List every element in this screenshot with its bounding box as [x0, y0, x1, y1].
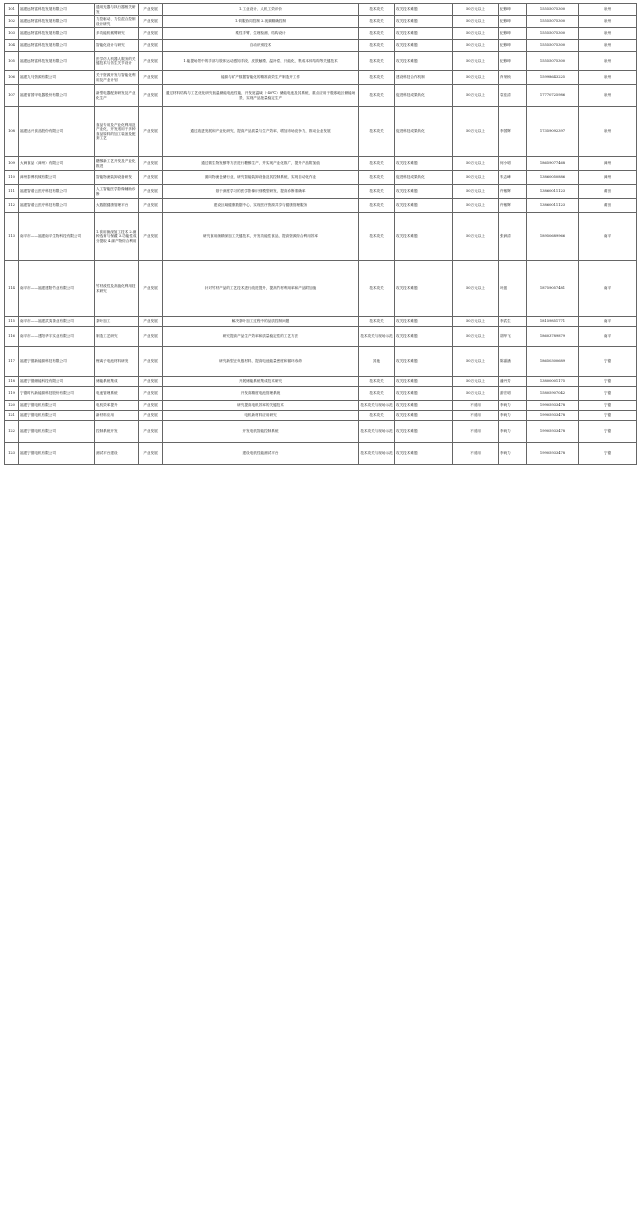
- row-number-cell: 123: [5, 443, 19, 465]
- company-name-cell: 福建宁德电机有限公司: [19, 443, 95, 465]
- row-number-cell: 122: [5, 421, 19, 443]
- demand-table: [4, 3, 637, 465]
- row-number-cell: 107: [5, 85, 19, 107]
- demand-content-cell: 研究提高产品生产效率和质量稳定性的工艺方法: [163, 327, 359, 347]
- company-name-cell: 福建远特富科技发展有限公司: [19, 28, 95, 40]
- demand-title-cell: 通用光器与执行器相关研发: [95, 4, 139, 16]
- company-name-cell: 宁德时代新能源科技股份有限公司: [19, 387, 95, 401]
- city-cell: 宁德: [579, 411, 637, 421]
- table-row: [5, 347, 637, 377]
- category-cell: 产业发展: [139, 317, 163, 327]
- cooperation-mode-cell: 攻关技术难题: [395, 377, 453, 387]
- table-row: [5, 171, 637, 185]
- investment-cell: 50万元以上: [453, 387, 499, 401]
- contact-phone-cell: 15555075300: [527, 4, 579, 16]
- company-name-cell: 福建智谱云医疗科技有限公司: [19, 199, 95, 213]
- cooperation-type-cell: 技术攻关: [359, 4, 395, 16]
- row-number-cell: 105: [5, 52, 19, 71]
- row-number-cell: 108: [5, 107, 19, 157]
- contact-person-cell: 潘丹芳: [499, 377, 527, 387]
- cooperation-type-cell: 其他: [359, 347, 395, 377]
- category-cell: 产业发展: [139, 107, 163, 157]
- category-cell: 产业发展: [139, 185, 163, 199]
- company-name-cell: 福建宁德电机有限公司: [19, 401, 95, 411]
- cooperation-mode-cell: 攻关技术难题: [395, 261, 453, 317]
- investment-cell: 50万元以上: [453, 185, 499, 199]
- contact-phone-cell: 18659077468: [527, 157, 579, 171]
- contact-phone-cell: 15555075300: [527, 16, 579, 28]
- cooperation-mode-cell: 攻关技术难题: [395, 40, 453, 52]
- cooperation-mode-cell: 促进科技成果转化: [395, 171, 453, 185]
- investment-cell: 50万元以上: [453, 28, 499, 40]
- contact-person-cell: 李尚力: [499, 411, 527, 421]
- category-cell: 产业发展: [139, 71, 163, 85]
- cooperation-type-cell: 技术攻关: [359, 199, 395, 213]
- row-number-cell: 111: [5, 185, 19, 199]
- investment-cell: 不适用: [453, 401, 499, 411]
- cooperation-mode-cell: 攻关技术难题: [395, 317, 453, 327]
- contact-person-cell: 纪修坤: [499, 16, 527, 28]
- city-cell: 宁德: [579, 387, 637, 401]
- category-cell: 产业发展: [139, 377, 163, 387]
- table-row: [5, 317, 637, 327]
- cooperation-mode-cell: 攻关技术难题: [395, 443, 453, 465]
- category-cell: 产业发展: [139, 213, 163, 261]
- demand-title-cell: 力控驱动、力位混合控制设计研究: [95, 16, 139, 28]
- city-cell: 莆田: [579, 185, 637, 199]
- row-number-cell: 102: [5, 16, 19, 28]
- investment-cell: 50万元以上: [453, 157, 499, 171]
- row-number-cell: 121: [5, 411, 19, 421]
- row-number-cell: 117: [5, 347, 19, 377]
- contact-person-cell: 何小明: [499, 157, 527, 171]
- table-row: [5, 421, 637, 443]
- category-cell: 产业发展: [139, 85, 163, 107]
- city-cell: 南平: [579, 317, 637, 327]
- cooperation-type-cell: 技术攻关: [359, 71, 395, 85]
- contact-person-cell: 叶振: [499, 261, 527, 317]
- contact-person-cell: 胡华飞: [499, 327, 527, 347]
- company-name-cell: 福建远特富科技发展有限公司: [19, 40, 95, 52]
- city-cell: 宁德: [579, 443, 637, 465]
- table-row: [5, 85, 637, 107]
- row-number-cell: 120: [5, 401, 19, 411]
- row-number-cell: 112: [5, 199, 19, 213]
- contact-person-cell: 陈嘉涵: [499, 347, 527, 377]
- city-cell: 漳州: [579, 171, 637, 185]
- table-row: [5, 261, 637, 317]
- contact-person-cell: 张润清: [499, 213, 527, 261]
- investment-cell: 50万元以上: [453, 377, 499, 387]
- contact-phone-cell: 15555075300: [527, 40, 579, 52]
- city-cell: 泉州: [579, 40, 637, 52]
- contact-phone-cell: 19905933478: [527, 421, 579, 443]
- demand-content-cell: 研究新型正负极材料，提高电池能量密度和循环寿命: [163, 347, 359, 377]
- demand-content-cell: 1.能提场景中的手部与肢体运动感知手段、皮肤触摸、温补偿、只能化、集成本体结构等关键技术: [163, 52, 359, 71]
- contact-person-cell: 游宏明: [499, 387, 527, 401]
- demand-content-cell: 开发高精度电池管理系统: [163, 387, 359, 401]
- contact-person-cell: 肖荣桢: [499, 71, 527, 85]
- investment-cell: 50万元以上: [453, 347, 499, 377]
- contact-person-cell: 李国辉: [499, 107, 527, 157]
- cooperation-type-cell: 技术攻关: [359, 85, 395, 107]
- city-cell: 泉州: [579, 71, 637, 85]
- contact-phone-cell: 13800001175: [527, 377, 579, 387]
- table-row: [5, 71, 637, 85]
- category-cell: 产业发展: [139, 157, 163, 171]
- cooperation-mode-cell: 攻关技术难题: [395, 28, 453, 40]
- demand-title-cell: 测试平台建设: [95, 443, 139, 465]
- contact-phone-cell: 15555075300: [527, 28, 579, 40]
- investment-cell: 50万元以上: [453, 317, 499, 327]
- demand-title-cell: 茶叶加工: [95, 317, 139, 327]
- company-name-cell: 大闽食品（漳州）有限公司: [19, 157, 95, 171]
- demand-title-cell: 大数据健康管理平台: [95, 199, 139, 213]
- row-number-cell: 101: [5, 4, 19, 16]
- cooperation-type-cell: 技术攻关与现场示范: [359, 421, 395, 443]
- demand-title-cell: 医学仿人机器人服务的关键技术与仿生关节设计: [95, 52, 139, 71]
- contact-person-cell: 纪修坤: [499, 52, 527, 71]
- city-cell: 泉州: [579, 107, 637, 157]
- category-cell: 产业发展: [139, 347, 163, 377]
- contact-phone-cell: 18603789879: [527, 327, 579, 347]
- contact-person-cell: 李尚力: [499, 421, 527, 443]
- demand-title-cell: 食品专用及产业化利用及产业化，开发适用于多种食品原料的加工装备及配套工艺: [95, 107, 139, 157]
- category-cell: 产业发展: [139, 4, 163, 16]
- contact-phone-cell: 18950689966: [527, 213, 579, 261]
- city-cell: 宁德: [579, 421, 637, 443]
- city-cell: 泉州: [579, 16, 637, 28]
- company-name-cell: 南平市——福建南平生物科技有限公司: [19, 213, 95, 261]
- demand-content-cell: 面向物流仓储行业，研究智能装卸设备及其控制系统，实现自动化作业: [163, 171, 359, 185]
- demand-title-cell: 竹材改性及高值化利用技术研究: [95, 261, 139, 317]
- investment-cell: 不适用: [453, 421, 499, 443]
- row-number-cell: 116: [5, 327, 19, 347]
- contact-phone-cell: 19905933478: [527, 411, 579, 421]
- table-row: [5, 52, 637, 71]
- investment-cell: 50万元以上: [453, 107, 499, 157]
- cooperation-type-cell: 技术攻关: [359, 377, 395, 387]
- investment-cell: 不适用: [453, 411, 499, 421]
- contact-person-cell: 纪修坤: [499, 4, 527, 16]
- contact-phone-cell: 19905933478: [527, 443, 579, 465]
- demand-content-cell: 1.伺服协同控制 2.视频精确控制: [163, 16, 359, 28]
- cooperation-mode-cell: 促进科技成果转化: [395, 107, 453, 157]
- contact-person-cell: 李武生: [499, 317, 527, 327]
- contact-person-cell: 李尚力: [499, 443, 527, 465]
- row-number-cell: 106: [5, 71, 19, 85]
- category-cell: 产业发展: [139, 387, 163, 401]
- investment-cell: 50万元以上: [453, 261, 499, 317]
- demand-content-cell: 通过改进发展和产业化研究，提高产品质量与生产效率，增加市场竞争力，推动企业发展: [163, 107, 359, 157]
- investment-cell: 50万元以上: [453, 40, 499, 52]
- row-number-cell: 118: [5, 377, 19, 387]
- demand-content-cell: 研究食用菌精深加工关键技术，开发功能性食品，提高资源综合利用效率: [163, 213, 359, 261]
- company-name-cell: 福建达兴食品股份有限公司: [19, 107, 95, 157]
- table-row: [5, 377, 637, 387]
- city-cell: 泉州: [579, 4, 637, 16]
- category-cell: 产业发展: [139, 401, 163, 411]
- company-name-cell: 福建宁德电机有限公司: [19, 411, 95, 421]
- cooperation-type-cell: 技术攻关: [359, 157, 395, 171]
- cooperation-mode-cell: 促进科技成果转化: [395, 85, 453, 107]
- cooperation-type-cell: 技术攻关与现场示范: [359, 327, 395, 347]
- table-row: [5, 213, 637, 261]
- city-cell: 南平: [579, 261, 637, 317]
- contact-person-cell: 纪修坤: [499, 28, 527, 40]
- cooperation-mode-cell: 攻关技术难题: [395, 4, 453, 16]
- company-name-cell: 漳州泰博机械有限公司: [19, 171, 95, 185]
- cooperation-mode-cell: 攻关技术难题: [395, 411, 453, 421]
- contact-person-cell: 纪修坤: [499, 40, 527, 52]
- category-cell: 产业发展: [139, 411, 163, 421]
- investment-cell: 不适用: [453, 443, 499, 465]
- demand-title-cell: 储能系统集成: [95, 377, 139, 387]
- table-row: [5, 107, 637, 157]
- investment-cell: 50万元以上: [453, 213, 499, 261]
- demand-title-cell: 制造工艺研究: [95, 327, 139, 347]
- demand-title-cell: 新材料应用: [95, 411, 139, 421]
- category-cell: 产业发展: [139, 421, 163, 443]
- city-cell: 莆田: [579, 199, 637, 213]
- investment-cell: 50万元以上: [453, 4, 499, 16]
- cooperation-mode-cell: 攻关技术难题: [395, 185, 453, 199]
- category-cell: 产业发展: [139, 443, 163, 465]
- table-row: [5, 327, 637, 347]
- cooperation-type-cell: 技术攻关: [359, 261, 395, 317]
- row-number-cell: 104: [5, 40, 19, 52]
- demand-title-cell: 糖醇新工艺开发及产业化推进: [95, 157, 139, 171]
- demand-content-cell: 开展储能系统集成技术研究: [163, 377, 359, 387]
- category-cell: 产业发展: [139, 261, 163, 317]
- demand-title-cell: 关于资源开发与智能化利用及产业计划: [95, 71, 139, 85]
- category-cell: 产业发展: [139, 171, 163, 185]
- demand-content-cell: 建设电机性能测试平台: [163, 443, 359, 465]
- demand-content-cell: 建设区域健康数据中心，实现医疗资源共享与健康管理服务: [163, 199, 359, 213]
- table-row: [5, 443, 637, 465]
- row-number-cell: 119: [5, 387, 19, 401]
- contact-phone-cell: 15998643225: [527, 71, 579, 85]
- table-row: [5, 40, 637, 52]
- cooperation-mode-cell: 攻关技术难题: [395, 387, 453, 401]
- city-cell: 南平: [579, 213, 637, 261]
- category-cell: 产业发展: [139, 16, 163, 28]
- contact-person-cell: 朱志峰: [499, 171, 527, 185]
- company-name-cell: 南平市——福建武夷茶业有限公司: [19, 317, 95, 327]
- demand-content-cell: 自动识别技术: [163, 40, 359, 52]
- cooperation-mode-cell: 攻关技术难题: [395, 157, 453, 171]
- company-name-cell: 福建远特富科技发展有限公司: [19, 52, 95, 71]
- company-name-cell: 福建省国甲电器股份有限公司: [19, 85, 95, 107]
- contact-phone-cell: 15555075300: [527, 52, 579, 71]
- category-cell: 产业发展: [139, 52, 163, 71]
- demand-title-cell: 电池管理系统: [95, 387, 139, 401]
- contact-phone-cell: 13860011123: [527, 185, 579, 199]
- category-cell: 产业发展: [139, 28, 163, 40]
- demand-content-cell: 能源与矿产数据智能化的精准高效生产制造开工作: [163, 71, 359, 85]
- company-name-cell: 南平市——建阳华宇实业有限公司: [19, 327, 95, 347]
- demand-content-cell: 针对竹材产品的工艺技术进行改进提升，提高竹材利用率和产品附加值: [163, 261, 359, 317]
- cooperation-mode-cell: 攻关技术难题: [395, 327, 453, 347]
- contact-person-cell: 袁佳清: [499, 85, 527, 107]
- cooperation-type-cell: 技术攻关: [359, 52, 395, 71]
- cooperation-mode-cell: 攻关技术难题: [395, 16, 453, 28]
- city-cell: 泉州: [579, 85, 637, 107]
- cooperation-type-cell: 技术攻关: [359, 16, 395, 28]
- demand-title-cell: 控制系统开发: [95, 421, 139, 443]
- row-number-cell: 114: [5, 261, 19, 317]
- city-cell: 宁德: [579, 347, 637, 377]
- category-cell: 产业发展: [139, 327, 163, 347]
- cooperation-mode-cell: 攻关技术难题: [395, 199, 453, 213]
- contact-phone-cell: 13860050886: [527, 171, 579, 185]
- cooperation-type-cell: 技术攻关与现场示范: [359, 401, 395, 411]
- cooperation-type-cell: 技术攻关: [359, 317, 395, 327]
- investment-cell: 50万元以上: [453, 71, 499, 85]
- city-cell: 泉州: [579, 28, 637, 40]
- cooperation-type-cell: 技术攻关: [359, 185, 395, 199]
- category-cell: 产业发展: [139, 199, 163, 213]
- contact-phone-cell: 17770725986: [527, 85, 579, 107]
- company-name-cell: 福建远特富科技发展有限公司: [19, 16, 95, 28]
- demand-content-cell: 柔性手臂、生理检测、结构设计: [163, 28, 359, 40]
- row-number-cell: 103: [5, 28, 19, 40]
- cooperation-mode-cell: 攻关技术难题: [395, 213, 453, 261]
- table-row: [5, 411, 637, 421]
- demand-title-cell: 新型电器配套研发及产业化生产: [95, 85, 139, 107]
- table-row: [5, 387, 637, 401]
- demand-title-cell: 智能化设计与研究: [95, 40, 139, 52]
- contact-person-cell: 许敏辉: [499, 199, 527, 213]
- table-body: [5, 4, 637, 465]
- city-cell: 漳州: [579, 157, 637, 171]
- table-row: [5, 185, 637, 199]
- demand-content-cell: 电机新材料应用研究: [163, 411, 359, 421]
- demand-content-cell: 研究提高电机效率的关键技术: [163, 401, 359, 411]
- demand-title-cell: 多功能机械臂研究: [95, 28, 139, 40]
- city-cell: 泉州: [579, 52, 637, 71]
- contact-person-cell: 许敏辉: [499, 185, 527, 199]
- demand-title-cell: 智能物流装卸设备研发: [95, 171, 139, 185]
- table-row: [5, 199, 637, 213]
- investment-cell: 50万元以上: [453, 52, 499, 71]
- table-row: [5, 28, 637, 40]
- demand-content-cell: 1.工业设计、人机工效评价: [163, 4, 359, 16]
- investment-cell: 50万元以上: [453, 327, 499, 347]
- demand-title-cell: 1.食用菌深加工技术 2.菌种选育与保藏 3.功能性成分提取 4.副产物综合利用: [95, 213, 139, 261]
- cooperation-mode-cell: 攻关技术难题: [395, 347, 453, 377]
- contact-phone-cell: 18759057481: [527, 261, 579, 317]
- investment-cell: 50万元以上: [453, 16, 499, 28]
- cooperation-type-cell: 技术攻关: [359, 107, 395, 157]
- demand-content-cell: 基于深度学习的医学影像识别模型研发，提高诊断准确率: [163, 185, 359, 199]
- contact-phone-cell: 18650300689: [527, 347, 579, 377]
- contact-phone-cell: 19905933478: [527, 401, 579, 411]
- demand-title-cell: 锂离子电池材料研发: [95, 347, 139, 377]
- contact-phone-cell: 15805907042: [527, 387, 579, 401]
- table-row: [5, 4, 637, 16]
- demand-content-cell: 通过微生物发酵等方法进行糖醇生产，并实现产业化推广，提升产品附加值: [163, 157, 359, 171]
- investment-cell: 50万元以上: [453, 85, 499, 107]
- row-number-cell: 115: [5, 317, 19, 327]
- company-name-cell: 福建九马资源有限公司: [19, 71, 95, 85]
- company-name-cell: 福建宁德储能科技有限公司: [19, 377, 95, 387]
- investment-cell: 50万元以上: [453, 171, 499, 185]
- table-row: [5, 401, 637, 411]
- cooperation-type-cell: 技术攻关: [359, 40, 395, 52]
- company-name-cell: 福建智谱云医疗科技有限公司: [19, 185, 95, 199]
- row-number-cell: 109: [5, 157, 19, 171]
- demand-title-cell: 电机效率提升: [95, 401, 139, 411]
- contact-phone-cell: 13860011123: [527, 199, 579, 213]
- company-name-cell: 福建远特富科技发展有限公司: [19, 4, 95, 16]
- contact-person-cell: 李尚力: [499, 401, 527, 411]
- cooperation-type-cell: 技术攻关: [359, 411, 395, 421]
- cooperation-type-cell: 技术攻关: [359, 213, 395, 261]
- cooperation-type-cell: 技术攻关: [359, 387, 395, 401]
- cooperation-type-cell: 技术攻关: [359, 28, 395, 40]
- company-name-cell: 福建宁德电机有限公司: [19, 421, 95, 443]
- demand-title-cell: 人工智能医学影像辅助诊断: [95, 185, 139, 199]
- demand-content-cell: 通过材料结构与工艺优化研究低温储能电池性能，开发宽温域（-40℃）储能电池及其系统，重点应用于极寒地区储能场景，实现产品批量稳定生产: [163, 85, 359, 107]
- cooperation-type-cell: 技术攻关: [359, 171, 395, 185]
- cooperation-mode-cell: 攻关技术难题: [395, 421, 453, 443]
- category-cell: 产业发展: [139, 40, 163, 52]
- cooperation-type-cell: 技术攻关与现场示范: [359, 443, 395, 465]
- demand-content-cell: 开发电机智能控制系统: [163, 421, 359, 443]
- city-cell: 宁德: [579, 377, 637, 387]
- city-cell: 宁德: [579, 401, 637, 411]
- cooperation-mode-cell: 攻关技术难题: [395, 401, 453, 411]
- table-row: [5, 16, 637, 28]
- cooperation-mode-cell: 攻关技术难题: [395, 52, 453, 71]
- company-name-cell: 南平市——福建建阳竹业有限公司: [19, 261, 95, 317]
- table-row: [5, 157, 637, 171]
- company-name-cell: 福建宁德新能源科技有限公司: [19, 347, 95, 377]
- investment-cell: 50万元以上: [453, 199, 499, 213]
- row-number-cell: 113: [5, 213, 19, 261]
- row-number-cell: 110: [5, 171, 19, 185]
- contact-phone-cell: 18159851771: [527, 317, 579, 327]
- demand-content-cell: 解决茶叶加工过程中的品质控制问题: [163, 317, 359, 327]
- contact-phone-cell: 17359092397: [527, 107, 579, 157]
- cooperation-mode-cell: 建设科技合作机制: [395, 71, 453, 85]
- city-cell: 南平: [579, 327, 637, 347]
